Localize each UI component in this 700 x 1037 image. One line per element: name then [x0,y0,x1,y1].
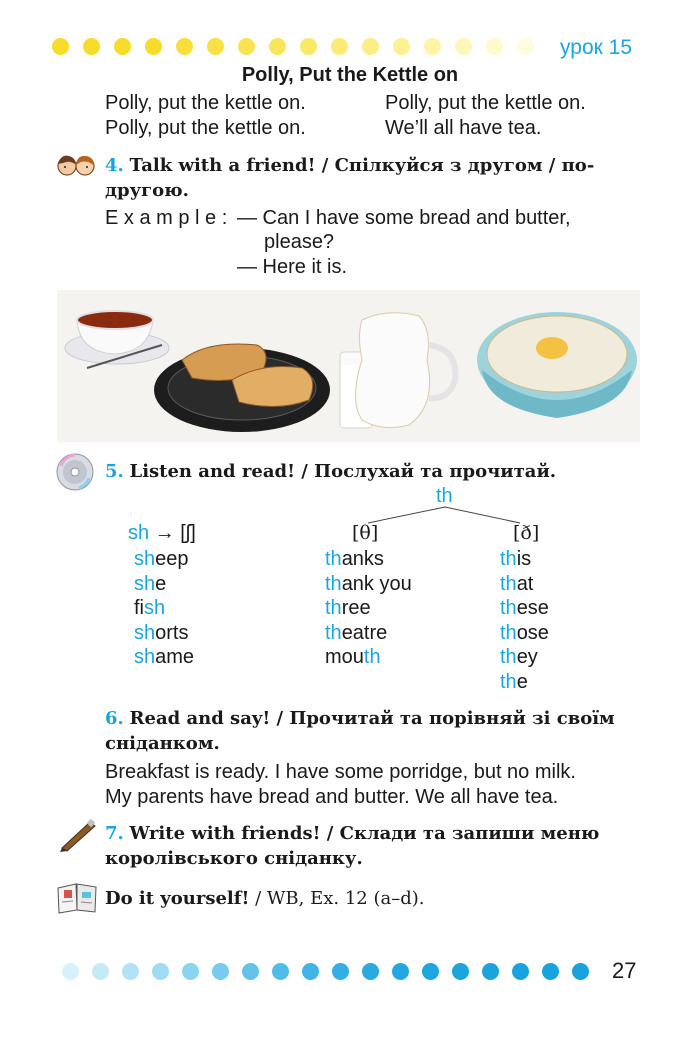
ex6-number: 6. [105,708,124,729]
decorative-dot [302,963,319,980]
decorative-dot [52,38,69,55]
decorative-dot [512,963,529,980]
ex6-heading-text-cont: сніданком. [105,733,220,754]
decorative-dot [517,38,534,55]
sh-label: sh [128,522,150,544]
phonics-word: mouth [325,646,381,668]
th-voiced-word-list [500,547,549,694]
phonics-word: those [500,621,549,644]
breakfast-photo [57,290,640,442]
ex6-text-line-1: Breakfast is ready. I have some porridge, but no milk. [105,761,576,783]
ex4-heading-text: Talk with a friend! / Спілкуйся з другом / по- [129,155,595,176]
decorative-dot [486,38,503,55]
phonics-word: shorts [134,621,189,644]
decorative-dot [300,38,317,55]
ex7-heading [105,821,645,846]
do-it-yourself-title: Do it yourself! [105,888,250,909]
ex6-heading-cont [105,731,220,756]
decorative-dot [238,38,255,55]
decorative-dot [152,963,169,980]
decorative-dot [542,963,559,980]
ex5-heading [105,459,556,484]
decorative-dot [422,963,439,980]
decorative-dot [331,38,348,55]
decorative-dot [92,963,109,980]
decorative-dot [482,963,499,980]
ex4-number: 4. [105,155,124,176]
decorative-dot [176,38,193,55]
phonics-word: this [500,548,532,570]
decorative-dot [362,38,379,55]
ex4-heading [105,153,645,178]
decorative-dot [83,38,100,55]
song-line: Polly, put the kettle on. [385,92,586,114]
th-voiceless-word-list [325,547,412,670]
example-line-1: — Can I have some bread and butter, [237,207,571,229]
decorative-dot [424,38,441,55]
ex5-heading-text: Listen and read! / Послухай та прочитай. [129,461,557,482]
decorative-dot [122,963,139,980]
phonics-word: fish [134,597,166,619]
example-line-3: — Here it is. [237,256,348,278]
sh-ipa: → [ʃ] [154,522,196,544]
phonics-word: sheep [134,548,189,570]
phonics-word: that [500,572,534,595]
phonics-word: theatre [325,621,388,644]
decorative-dot [455,38,472,55]
lesson-label: урок 15 [560,36,633,59]
sh-word-list [134,547,194,670]
decorative-dot [452,963,469,980]
phonics-word: the [500,670,528,693]
phonics-word: she [134,572,167,595]
decorative-dot [145,38,162,55]
workbook-reference: / WB, Ex. 12 (a–d). [249,888,425,909]
song-line: Polly, put the kettle on. [105,92,306,114]
phonics-word: these [500,597,549,619]
decorative-dot [62,963,79,980]
decorative-dot [242,963,259,980]
ex4-heading-text-cont: другою. [105,180,189,201]
decorative-dot [272,963,289,980]
decorative-dot [207,38,224,55]
ex6-heading-text: Read and say! / Прочитай та порівняй зі своїм [129,708,615,729]
footer-dot-row [62,963,602,980]
song-line: Polly, put the kettle on. [105,117,306,139]
two-kids-talking-icon [55,152,99,186]
th-label: th [436,485,453,507]
ex7-heading-text-cont: королівського сніданку. [105,848,363,869]
decorative-dot [182,963,199,980]
header-dot-row [52,38,548,58]
ex7-heading-text: Write with friends! / Склади та запиши меню [129,823,600,844]
song-line: We’ll all have tea. [385,117,542,139]
decorative-dot [269,38,286,55]
example-label: E x a m p l e : [105,207,228,229]
sh-phoneme [128,522,196,545]
do-it-yourself [105,886,424,911]
song-title: Polly, Put the Kettle on [241,64,459,86]
ex4-heading-cont [105,178,189,203]
audio-cd-icon [55,452,95,492]
ex7-heading-cont [105,846,363,871]
decorative-dot [212,963,229,980]
page-number: 27 [612,958,637,983]
ex7-number: 7. [105,823,124,844]
decorative-dot [392,963,409,980]
decorative-dot [114,38,131,55]
workbook-icon [56,880,98,914]
decorative-dot [362,963,379,980]
phonics-word: shame [134,646,195,668]
th-voiced-ipa: [ð] [513,522,540,544]
phonics-word: thanks [325,548,384,570]
song-left-column [105,91,306,141]
ex6-text-line-2: My parents have bread and butter. We all have tea. [105,786,559,808]
th-branch-lines [360,505,530,525]
th-voiceless-ipa: [θ] [352,522,379,544]
decorative-dot [393,38,410,55]
ex6-heading [105,706,645,731]
decorative-dot [332,963,349,980]
phonics-word: three [325,597,371,619]
phonics-word: they [500,646,538,668]
pen-icon [58,818,98,852]
decorative-dot [572,963,589,980]
phonics-word: thank you [325,572,412,595]
song-right-column [385,91,586,141]
example-line-2: please? [264,231,335,253]
ex5-number: 5. [105,461,124,482]
